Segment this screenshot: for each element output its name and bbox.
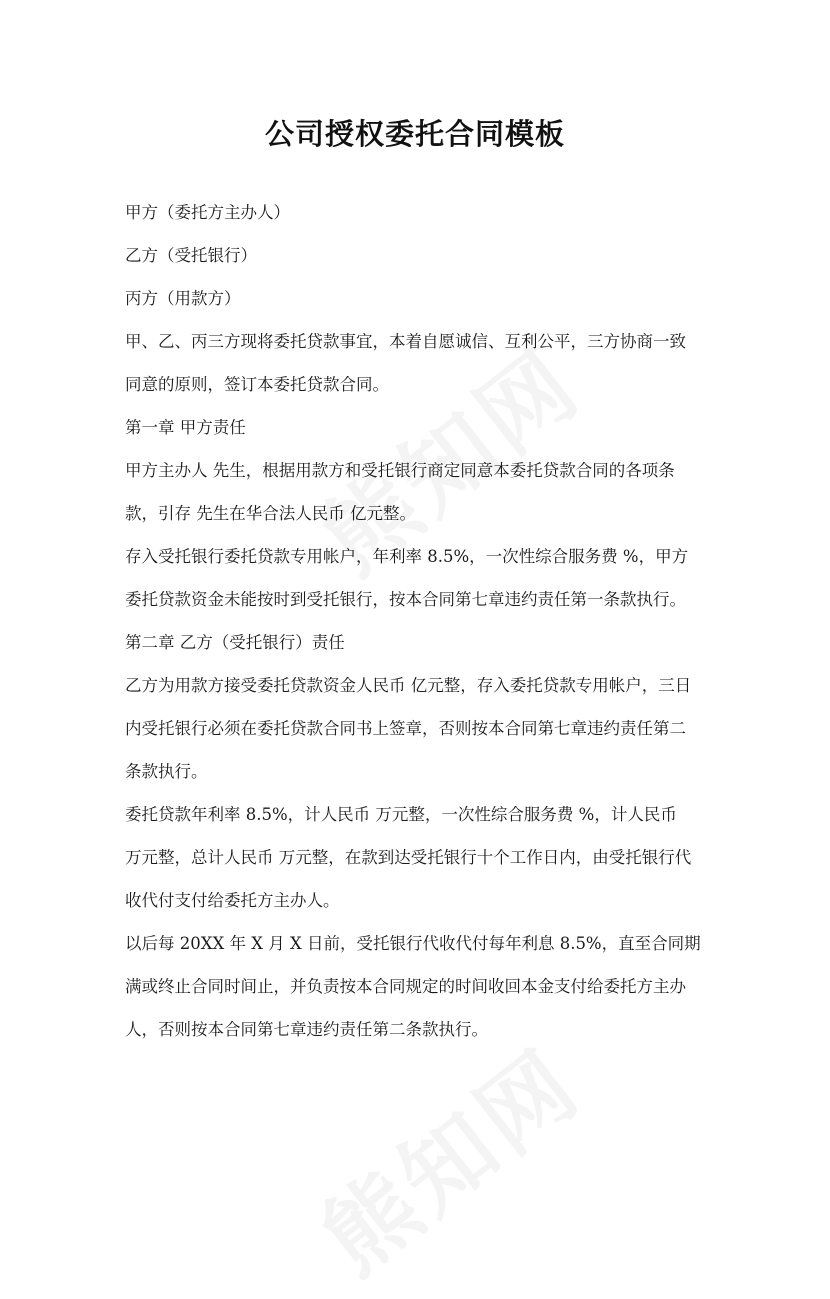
- document-body: [125, 191, 707, 1051]
- watermark: [291, 1013, 604, 1298]
- chapter-heading: 第二章 乙方（受托银行）责任: [125, 633, 345, 652]
- paragraph-line: 内受托银行必须在委托贷款合同书上签章，否则按本合同第七章违约责任第二: [125, 719, 686, 738]
- paragraph-line: 款，引存 先生在华合法人民币 亿元整。: [125, 504, 416, 523]
- paragraph-line: 条款执行。: [125, 762, 208, 781]
- paragraph-line: 满或终止合同时间止，并负责按本合同规定的时间收回本金支付给委托方主办: [125, 977, 686, 996]
- paragraph-line: 以后每 20XX 年 X 月 X 日前，受托银行代收代付每年利息 8.5%，直至合同期: [125, 934, 701, 953]
- paragraph-line: 甲方主办人 先生，根据用款方和受托银行商定同意本委托贷款合同的各项条: [125, 461, 675, 480]
- document-title: 公司授权委托合同模板: [264, 117, 565, 151]
- paragraph-line: 人，否则按本合同第七章违约责任第二条款执行。: [125, 1020, 488, 1039]
- chapter-heading: 第一章 甲方责任: [125, 418, 246, 437]
- preamble-line: 同意的原则，签订本委托贷款合同。: [125, 375, 389, 394]
- party-c-line: 丙方（用款方）: [125, 289, 241, 308]
- preamble-line: 甲、乙、丙三方现将委托贷款事宜，本着自愿诚信、互利公平，三方协商一致: [125, 332, 686, 351]
- paragraph-line: 收代付支付给委托方主办人。: [125, 891, 340, 910]
- paragraph-line: 委托贷款年利率 8.5%，计人民币 万元整，一次性综合服务费 %，计人民币: [125, 805, 677, 824]
- paragraph-line: 乙方为用款方接受委托贷款资金人民币 亿元整，存入委托贷款专用帐户，三日: [125, 676, 692, 695]
- paragraph-line: 存入受托银行委托贷款专用帐户，年利率 8.5%，一次性综合服务费 %，甲方: [125, 547, 689, 566]
- party-a-line: 甲方（委托方主办人）: [125, 203, 290, 222]
- paragraph-line: 万元整，总计人民币 万元整，在款到达受托银行十个工作日内，由受托银行代: [125, 848, 692, 867]
- paragraph-line: 委托贷款资金未能按时到受托银行，按本合同第七章违约责任第一条款执行。: [125, 590, 686, 609]
- party-b-line: 乙方（受托银行）: [125, 246, 257, 265]
